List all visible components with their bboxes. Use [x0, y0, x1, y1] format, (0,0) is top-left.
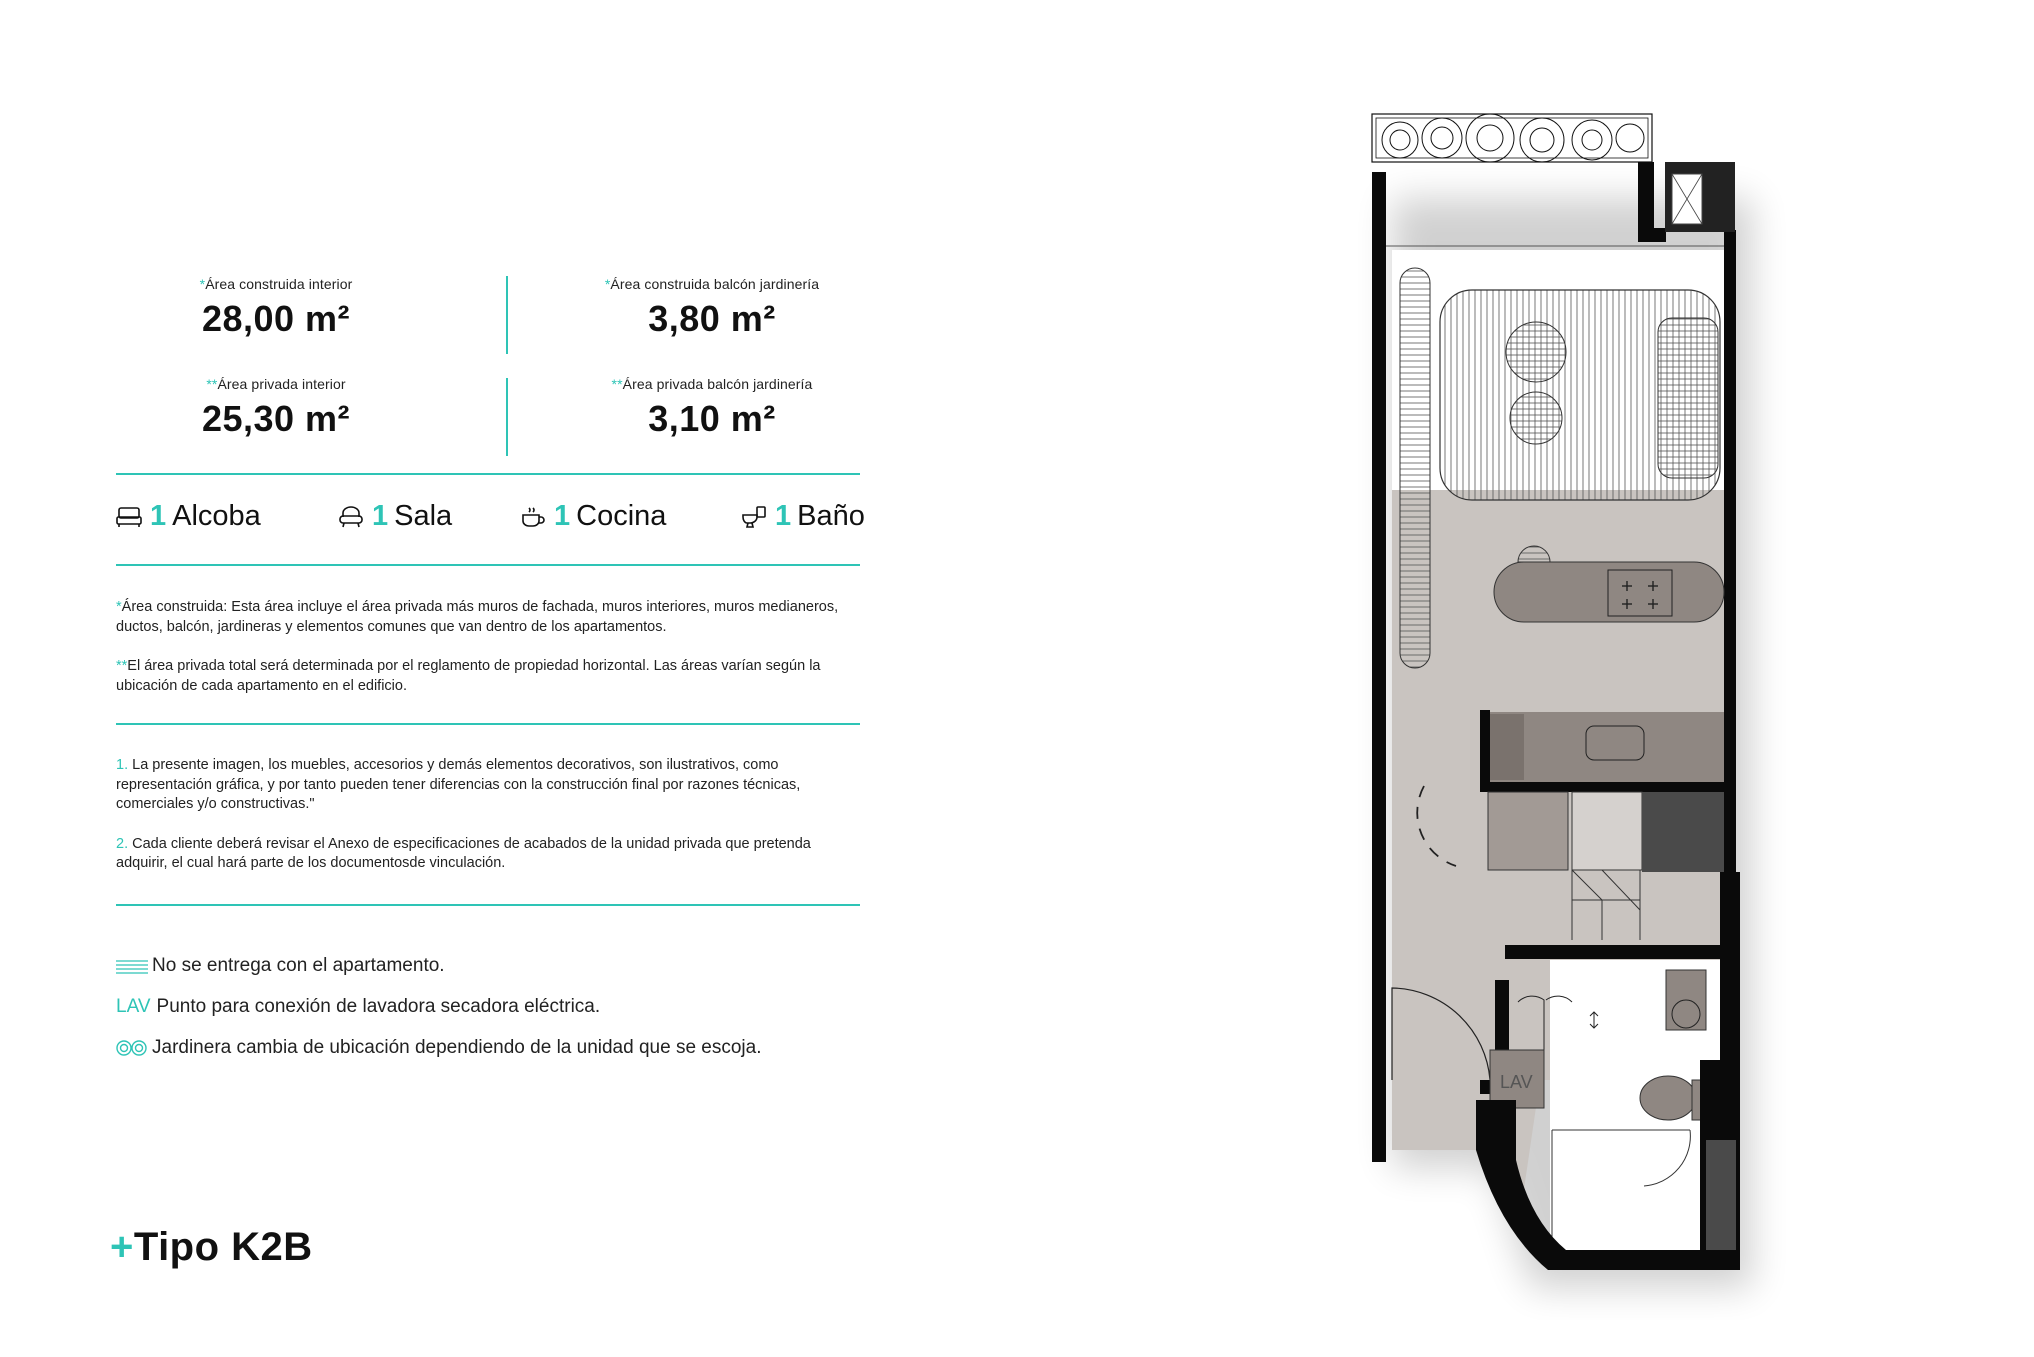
room-counts [116, 500, 865, 546]
legend-lav [116, 996, 600, 1018]
divider-4 [116, 904, 860, 906]
balcony-planter [1372, 114, 1652, 162]
legend-planter [116, 1037, 762, 1059]
planter-icon [116, 1039, 148, 1057]
private-balcony-label: **Área privada balcón jardinería [611, 376, 813, 392]
built-balcony-area [532, 276, 892, 340]
built-balcony-value: 3,80 m² [648, 298, 776, 339]
room-kitchen-label: Cocina [576, 500, 667, 532]
legend-planter-text: Jardinera cambia de ubicación dependiendo de la unidad que se escoja. [152, 1037, 762, 1058]
bed [1440, 290, 1720, 500]
legend-lav-text: Punto para conexión de lavadora secadora eléctrica. [156, 996, 601, 1017]
divider-2 [116, 564, 860, 566]
bed-icon [116, 505, 142, 529]
disclaimers [116, 756, 846, 894]
room-bedroom-count: 1 [150, 500, 167, 532]
room-bathroom-count: 1 [775, 500, 792, 532]
legend-lav-tag: LAV [116, 996, 151, 1017]
legend-not-delivered [116, 955, 445, 977]
built-interior-area [96, 276, 456, 340]
area-notes [116, 598, 846, 716]
room-kitchen [520, 500, 666, 533]
area-divider-top [506, 276, 508, 354]
built-interior-value: 28,00 m² [201, 298, 351, 339]
private-interior-value: 25,30 m² [201, 398, 351, 439]
disclaimer-2: 2. Cada cliente deberá revisar el Anexo de especificaciones de acabados de la unidad privada que pretenda adquirir, el cual hará parte de los documentosde vinculación. [116, 835, 811, 871]
private-area-note: **El área privada total será determinada por el reglamento de propiedad horizontal. Las áreas varían según la ubicación de cada apartamento en el edificio. [116, 658, 821, 694]
disclaimer-1: 1. La presente imagen, los muebles, accesorios y demás elementos decorativos, son ilustrativos, como representación gráfica, y por tanto pueden tener diferencias con la construcción final por razones técnicas, comerciales y/o constructivas." [116, 757, 801, 812]
room-living [338, 500, 452, 533]
built-interior-label: *Área construida interior [199, 276, 353, 292]
built-area-note: *Área construida: Esta área incluye el área privada más muros de fachada, muros interiores, muros medianeros, ductos, balcón, jardineras y elementos comunes que van dentro de los apartamentos. [116, 599, 839, 635]
unit-type-title: +Tipo K2B [110, 1225, 313, 1269]
room-kitchen-count: 1 [554, 500, 571, 532]
room-living-count: 1 [372, 500, 389, 532]
floor-plan [1340, 100, 1820, 1320]
private-balcony-area [532, 376, 892, 440]
divider-3 [116, 723, 860, 725]
toilet-icon [741, 505, 767, 529]
side-sofa [1400, 268, 1430, 668]
hatch-lines-icon [116, 958, 148, 974]
room-bathroom-label: Baño [797, 500, 865, 532]
cup-icon [520, 505, 546, 529]
laundry-label: LAV [1500, 1072, 1533, 1092]
area-divider-bottom [506, 378, 508, 456]
room-bedroom-label: Alcoba [172, 500, 261, 532]
room-living-label: Sala [394, 500, 453, 532]
legend-not-delivered-text: No se entrega con el apartamento. [152, 955, 445, 976]
room-bathroom [741, 500, 865, 533]
private-interior-label: **Área privada interior [206, 376, 346, 392]
armchair-icon [338, 505, 364, 529]
private-interior-area [96, 376, 456, 440]
kitchen-counter [1480, 710, 1726, 792]
built-balcony-label: *Área construida balcón jardinería [604, 276, 820, 292]
private-balcony-value: 3,10 m² [648, 398, 776, 439]
room-bedroom [116, 500, 261, 533]
divider-1 [116, 473, 860, 475]
